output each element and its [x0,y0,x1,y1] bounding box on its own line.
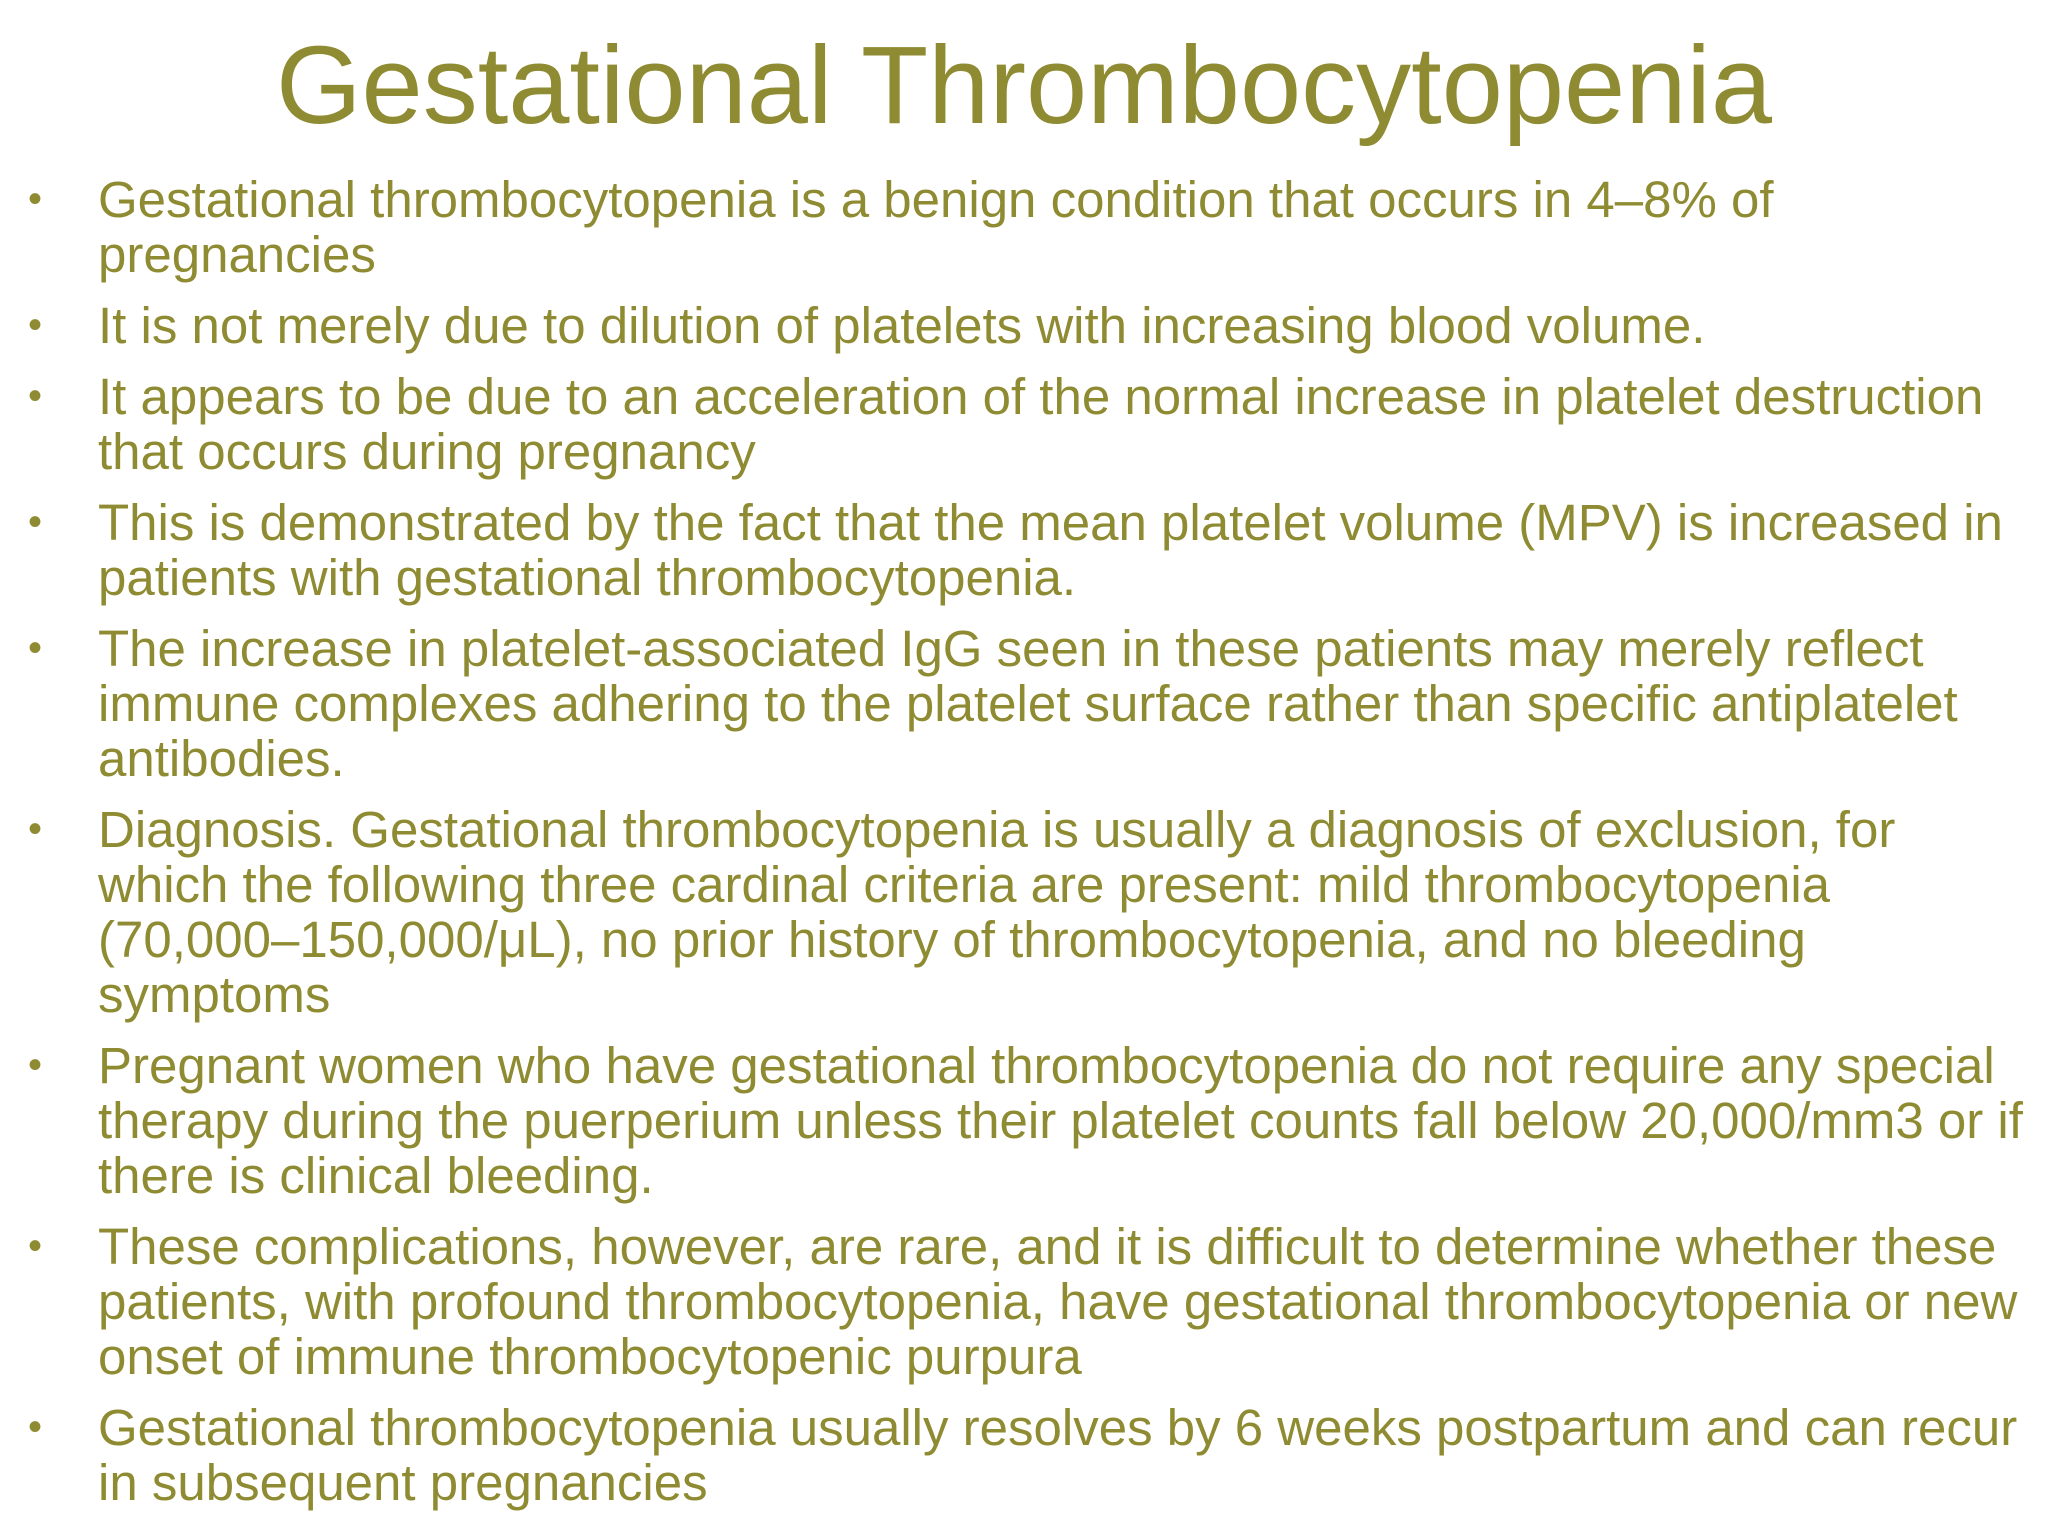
bullet-text: It appears to be due to an acceleration of the normal increase in platelet destruction that occurs during pregnancy [98,368,1984,480]
bullet-item [0,1038,2048,1203]
bullet-text: These complications, however, are rare, and it is difficult to determine whether these patients, with profound thrombocytopenia, have gestational thrombocytopenia or new onset of immune thrombocytopenic purpura [98,1218,2018,1385]
bullet-dot-icon: • [28,177,43,221]
bullet-text: Diagnosis. Gestational thrombocytopenia is usually a diagnosis of exclusion, for which the following three cardinal criteria are present: mild thrombocytopenia (70,000–150,000/μL), no prior history of thrombocytopenia, and no bleeding symptoms [98,801,1896,1023]
bullet-text: Gestational thrombocytopenia usually resolves by 6 weeks postpartum and can recur in subsequent pregnancies [98,1399,2018,1511]
bullet-dot-icon: • [28,303,43,347]
bullet-dot-icon: • [28,1043,43,1087]
bullet-item [0,621,2048,786]
bullet-dot-icon: • [28,1224,43,1268]
bullet-dot-icon: • [28,807,43,851]
bullet-dot-icon: • [28,1405,43,1449]
bullet-dot-icon: • [28,500,43,544]
bullet-item [0,1219,2048,1384]
bullet-dot-icon: • [28,374,43,418]
bullet-item [0,495,2048,605]
bullet-text: Pregnant women who have gestational thrombocytopenia do not require any special therapy during the puerperium unless their platelet counts fall below 20,000/mm3 or if there is clinical bleeding. [98,1037,2023,1204]
bullet-text: The increase in platelet-associated IgG seen in these patients may merely reflect immune complexes adhering to the platelet surface rather than specific antiplatelet antibodies. [98,620,1958,787]
bullet-text: It is not merely due to dilution of platelets with increasing blood volume. [98,297,1706,354]
slide-title: Gestational Thrombocytopenia [275,24,1773,147]
bullet-dot-icon: • [28,626,43,670]
bullet-item [0,298,2048,353]
bullet-item [0,1400,2048,1510]
bullet-text: This is demonstrated by the fact that the mean platelet volume (MPV) is increased in patients with gestational thrombocytopenia. [98,494,2003,606]
bullet-text: Gestational thrombocytopenia is a benign condition that occurs in 4–8% of pregnancies [98,171,1774,283]
bullet-item [0,802,2048,1022]
bullet-list [0,172,2048,1526]
bullet-item [0,369,2048,479]
bullet-item [0,172,2048,282]
